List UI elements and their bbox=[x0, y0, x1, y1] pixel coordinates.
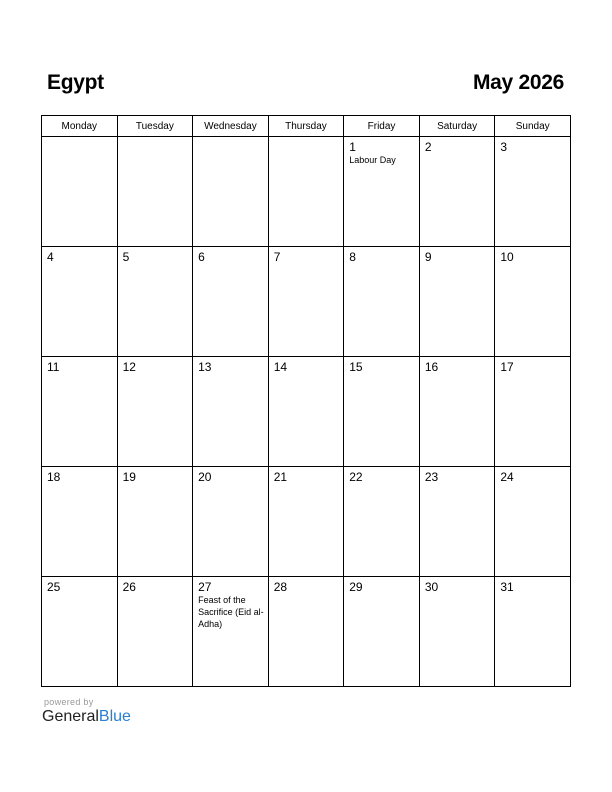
day-cell bbox=[495, 467, 571, 577]
day-number: 1 bbox=[349, 140, 356, 154]
day-cell bbox=[344, 467, 420, 577]
brand-blue-text: Blue bbox=[98, 708, 131, 725]
day-cell bbox=[268, 467, 344, 577]
day-cell bbox=[419, 247, 495, 357]
weekday-header: Thursday bbox=[268, 116, 344, 137]
day-number: 19 bbox=[122, 470, 136, 484]
day-cell bbox=[344, 247, 420, 357]
day-number: 24 bbox=[500, 470, 514, 484]
day-cell bbox=[42, 137, 118, 247]
weekday-header: Monday bbox=[42, 116, 118, 137]
week-row bbox=[42, 137, 571, 247]
day-cell bbox=[193, 137, 269, 247]
day-cell bbox=[495, 577, 571, 687]
day-cell bbox=[495, 247, 571, 357]
day-number: 4 bbox=[47, 250, 54, 264]
day-number bbox=[269, 137, 344, 140]
day-number: 31 bbox=[500, 580, 514, 594]
day-number: 21 bbox=[273, 470, 288, 484]
day-cell bbox=[495, 137, 571, 247]
day-cell bbox=[344, 357, 420, 467]
day-number bbox=[193, 137, 268, 140]
day-cell bbox=[419, 137, 495, 247]
week-row bbox=[42, 467, 571, 577]
day-number: 6 bbox=[198, 250, 205, 264]
day-cell bbox=[193, 247, 269, 357]
week-row bbox=[42, 247, 571, 357]
day-number: 30 bbox=[424, 580, 439, 594]
day-number: 16 bbox=[424, 360, 439, 374]
weekday-header: Tuesday bbox=[117, 116, 193, 137]
day-number: 9 bbox=[424, 250, 432, 264]
day-number: 26 bbox=[122, 580, 136, 594]
day-cell bbox=[268, 357, 344, 467]
day-number: 25 bbox=[47, 580, 61, 594]
day-number: 20 bbox=[198, 470, 212, 484]
day-cell bbox=[193, 577, 269, 687]
weekday-header: Friday bbox=[344, 116, 420, 137]
day-number: 10 bbox=[500, 250, 514, 264]
day-cell bbox=[344, 577, 420, 687]
holiday-label: Labour Day bbox=[349, 155, 396, 165]
day-cell bbox=[419, 577, 495, 687]
day-number: 7 bbox=[273, 250, 281, 264]
day-number: 8 bbox=[349, 250, 356, 264]
day-cell bbox=[42, 577, 118, 687]
country-title: Egypt bbox=[47, 71, 104, 94]
day-cell bbox=[268, 137, 344, 247]
day-number: 18 bbox=[47, 470, 61, 484]
weekday-header: Sunday bbox=[495, 116, 571, 137]
day-cell bbox=[117, 577, 193, 687]
week-row bbox=[42, 357, 571, 467]
day-number: 17 bbox=[500, 360, 514, 374]
weekday-header: Saturday bbox=[419, 116, 495, 137]
day-cell bbox=[419, 357, 495, 467]
brand-general-text: General bbox=[42, 708, 99, 725]
day-number bbox=[42, 137, 117, 140]
weekday-header: Wednesday bbox=[193, 116, 269, 137]
day-cell bbox=[419, 467, 495, 577]
day-number: 15 bbox=[349, 360, 363, 374]
day-number: 12 bbox=[122, 360, 136, 374]
calendar-grid bbox=[41, 115, 571, 687]
day-number: 28 bbox=[273, 580, 288, 594]
day-number: 2 bbox=[424, 140, 432, 154]
day-number: 27 bbox=[198, 580, 212, 594]
day-cell bbox=[268, 577, 344, 687]
day-cell bbox=[42, 467, 118, 577]
day-cell bbox=[268, 247, 344, 357]
day-number: 22 bbox=[349, 470, 363, 484]
day-number: 29 bbox=[349, 580, 363, 594]
day-number: 3 bbox=[500, 140, 508, 154]
month-year-title: May 2026 bbox=[472, 71, 564, 94]
day-cell bbox=[495, 357, 571, 467]
day-number: 11 bbox=[47, 360, 60, 374]
generalblue-logo[interactable] bbox=[42, 708, 131, 726]
day-cell bbox=[193, 357, 269, 467]
day-cell bbox=[42, 247, 118, 357]
day-number: 5 bbox=[122, 250, 130, 264]
day-number bbox=[118, 137, 193, 140]
day-number: 14 bbox=[273, 360, 288, 374]
holiday-label: Feast of the Sacrifice (Eid al-Adha) bbox=[198, 595, 264, 629]
day-number: 23 bbox=[424, 470, 439, 484]
day-cell bbox=[117, 137, 193, 247]
day-cell bbox=[117, 467, 193, 577]
day-cell bbox=[344, 137, 420, 247]
day-cell bbox=[117, 357, 193, 467]
day-cell bbox=[117, 247, 193, 357]
day-cell bbox=[42, 357, 118, 467]
powered-by-label: powered by bbox=[44, 697, 94, 707]
day-cell bbox=[193, 467, 269, 577]
week-row bbox=[42, 577, 571, 687]
weekday-header-row bbox=[42, 116, 571, 137]
day-number: 13 bbox=[198, 360, 212, 374]
